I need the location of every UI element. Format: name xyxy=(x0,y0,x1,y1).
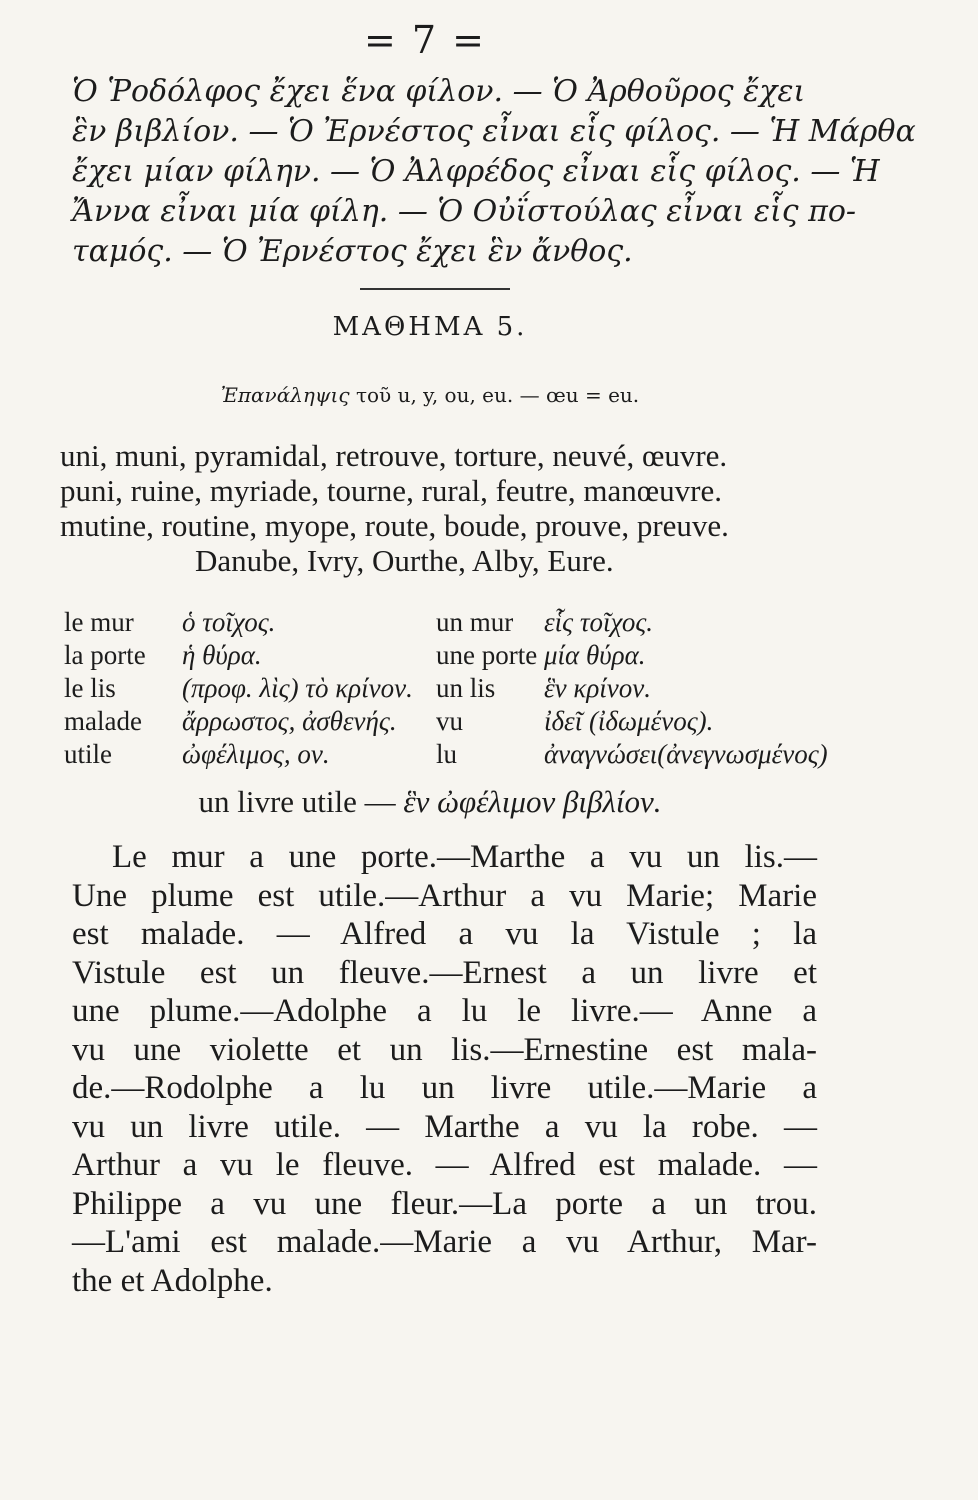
section-divider xyxy=(360,288,510,290)
vocab-greek: ἡ θύρα. xyxy=(182,640,262,670)
review-greek: Ἐπανάληψις xyxy=(220,383,350,407)
word-line: uni, muni, pyramidal, retrouve, torture, neuvé, œuvre. xyxy=(60,438,728,473)
reading-line: vu un livre utile. — Marthe a vu la robe. — xyxy=(72,1108,817,1145)
place-names: Danube, Ivry, Ourthe, Alby, Eure. xyxy=(195,543,614,578)
vocab-greek-2: μία θύρα. xyxy=(544,640,646,670)
word-list xyxy=(60,438,820,578)
reading-line: de.—Rodolphe a lu un livre utile.—Marie a xyxy=(72,1070,817,1106)
review-line xyxy=(0,383,860,407)
vocab-row xyxy=(64,672,824,705)
vocab-french: le lis xyxy=(64,673,116,703)
vocab-french: utile xyxy=(64,739,112,769)
vocab-french-2: un lis xyxy=(436,673,496,703)
vocabulary-table xyxy=(64,606,828,771)
example-french: un livre utile — xyxy=(198,784,404,819)
reading-line: Une plume est utile.—Arthur a vu Marie; Marie xyxy=(72,877,817,914)
vocab-french: malade xyxy=(64,706,142,736)
page-number: = 7 = xyxy=(363,18,486,62)
greek-line: ταμός. — Ὁ Ἐρνέστος ἔχει ἓν ἄνθος. xyxy=(72,234,633,269)
reading-line: est malade. — Alfred a vu la Vistule ; la xyxy=(72,916,817,952)
reading-line: une plume.—Adolphe a lu le livre.— Anne a xyxy=(72,993,817,1029)
vocab-row xyxy=(64,738,828,771)
reading-line: —L'ami est malade.—Marie a vu Arthur, Mar- xyxy=(72,1224,817,1260)
vocab-row xyxy=(64,705,824,738)
reading-line: vu une violette et un lis.—Ernestine est mala- xyxy=(72,1031,817,1068)
reading-line: Philippe a vu une fleur.—La porte a un trou. xyxy=(72,1185,817,1222)
greek-line: Ὁ Ῥοδόλφος ἔχει ἕνα φίλον. — Ὁ Ἀρθοῦρος ἔχει xyxy=(72,74,806,109)
reading-exercise xyxy=(72,838,817,1300)
reading-line: Le mur a une porte.—Marthe a vu un lis.— xyxy=(112,839,817,875)
word-line: mutine, routine, myope, route, boude, prouve, preuve. xyxy=(60,508,729,543)
greek-line: ἓν βιβλίον. — Ὁ Ἐρνέστος εἶναι εἷς φίλος. — Ἡ Μάρθα xyxy=(72,114,916,149)
review-rest: τοῦ u, y, ou, eu. — œu = eu. xyxy=(355,383,640,407)
example-phrase xyxy=(0,784,860,820)
vocab-row xyxy=(64,639,824,672)
vocab-greek: ὠφέλιμος, ον. xyxy=(182,739,330,769)
vocab-greek: ἄρρωστος, ἀσθενής. xyxy=(182,706,397,736)
vocab-french: le mur xyxy=(64,607,134,637)
vocab-french-2: un mur xyxy=(436,607,514,637)
vocab-french-2: vu xyxy=(436,706,463,736)
greek-line: Ἄννα εἶναι μία φίλη. — Ὁ Οὐΐστούλας εἶναι εἷς πο- xyxy=(72,194,857,229)
reading-line: Vistule est un fleuve.—Ernest a un livre et xyxy=(72,954,817,991)
vocab-french: la porte xyxy=(64,640,146,670)
vocab-french-2: une porte xyxy=(436,640,538,670)
vocab-row xyxy=(64,606,824,639)
vocab-greek-2: ἰδεῖ (ἰδωμένος). xyxy=(544,706,714,736)
reading-line: Arthur a vu le fleuve. — Alfred est malade. — xyxy=(72,1147,817,1183)
greek-paragraph xyxy=(72,72,916,272)
example-greek: ἓν ὠφέλιμον βιβλίον. xyxy=(403,784,662,819)
vocab-greek-2: ἀναγνώσει(ἀνεγνωσμένος) xyxy=(544,739,828,769)
vocab-greek: (προφ. λὶς) τὸ κρίνον. xyxy=(182,673,413,703)
greek-line: ἔχει μίαν φίλην. — Ὁ Ἀλφρέδος εἶναι εἷς φίλος. — Ἡ xyxy=(72,154,880,189)
lesson-heading: ΜΑΘΗΜΑ 5. xyxy=(332,312,528,342)
vocab-greek-2: ἓν κρίνον. xyxy=(544,673,652,703)
reading-line: the et Adolphe. xyxy=(72,1262,273,1299)
word-line: puni, ruine, myriade, tourne, rural, feutre, manœuvre. xyxy=(60,473,722,508)
vocab-greek: ὁ τοῖχος. xyxy=(182,607,276,637)
vocab-greek-2: εἷς τοῖχος. xyxy=(544,607,654,637)
vocab-french-2: lu xyxy=(436,739,458,769)
